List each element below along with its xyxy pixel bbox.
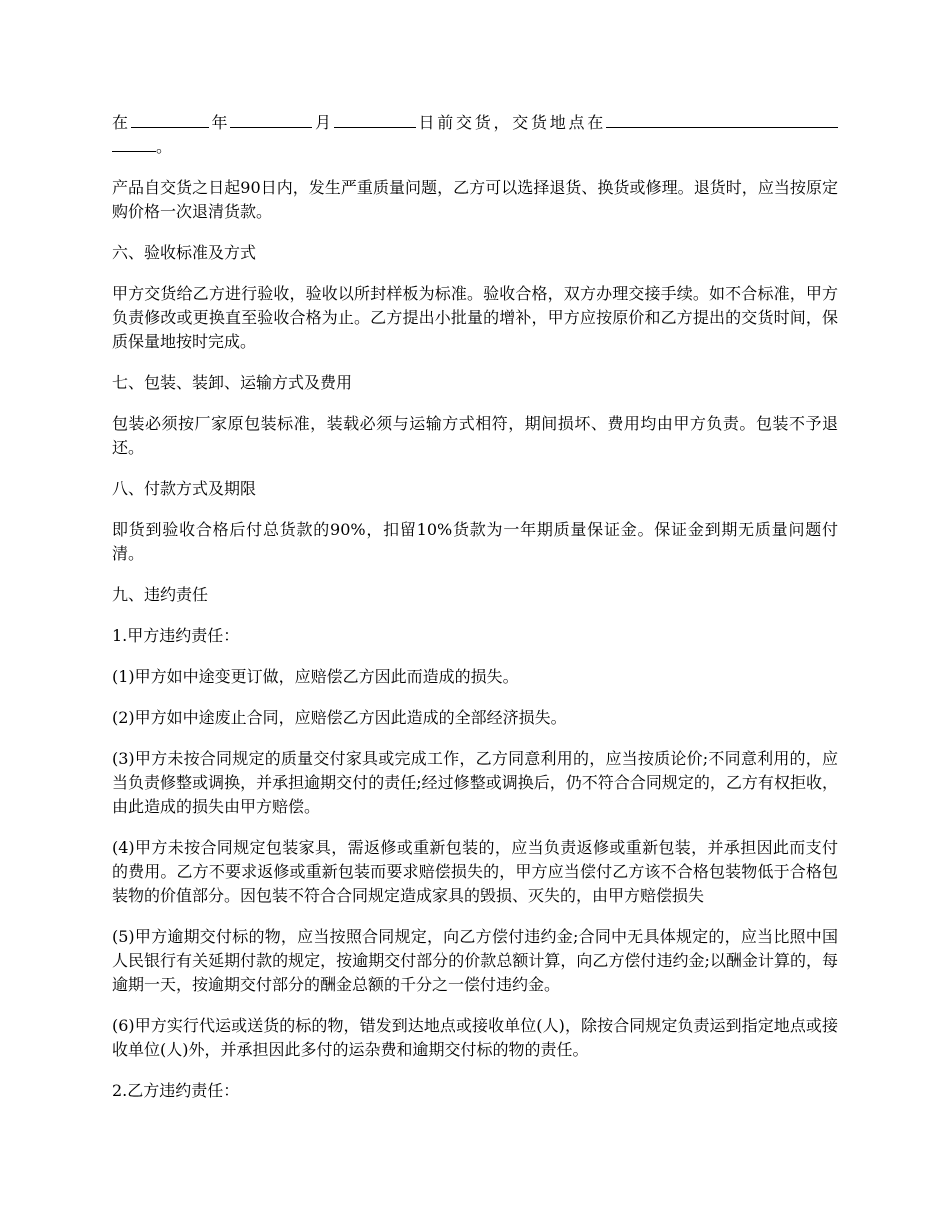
breach-item-2: (2)甲方如中途废止合同，应赔偿乙方因此造成的全部经济损失。 (112, 708, 567, 727)
delivery-text-end: 。 (156, 137, 173, 156)
delivery-clause (112, 111, 838, 159)
year-blank (131, 111, 209, 128)
section-heading-payment: 八、付款方式及期限 (112, 479, 257, 498)
section-heading-acceptance: 六、验收标准及方式 (112, 243, 257, 262)
section-heading-packaging: 七、包装、装卸、运输方式及费用 (112, 373, 353, 392)
payment-clause: 即货到验收合格后付总货款的90%，扣留10%货款为一年期质量保证金。保证金到期无质量问题付清。 (112, 520, 838, 563)
breach-item-3: (3)甲方未按合同规定的质量交付家具或完成工作，乙方同意利用的，应当按质论价;不同意利用的，应当负责修整或调换，并承担逾期交付的责任;经过修整或调换后，仍不符合合同规定的，乙方有权拒收，由此造成的损失由甲方赔偿。 (112, 749, 838, 816)
breach-item-1: (1)甲方如中途变更订做，应赔偿乙方因此而造成的损失。 (112, 667, 519, 686)
party-a-breach-heading: 1.甲方违约责任： (112, 626, 240, 645)
month-blank (230, 111, 312, 128)
day-blank (334, 111, 416, 128)
quality-clause: 产品自交货之日起90日内，发生严重质量问题，乙方可以选择退货、换货或修理。退货时，应当按原定购价格一次退清货款。 (112, 178, 838, 221)
delivery-text-month: 月 (312, 113, 334, 132)
breach-item-4: (4)甲方未按合同规定包装家具，需返修或重新包装的，应当负责返修或重新包装，并承担因此而支付的费用。乙方不要求返修或重新包装而要求赔偿损失的，甲方应当偿付乙方该不合格包装物低于合格包装物的价值部分。因包装不符合合同规定造成家具的毁损、灭失的，由甲方赔偿损失 (112, 838, 838, 905)
acceptance-clause: 甲方交货给乙方进行验收，验收以所封样板为标准。验收合格，双方办理交接手续。如不合标准，甲方负责修改或更换直至验收合格为止。乙方提出小批量的增补，甲方应按原价和乙方提出的交货时间，保质保量地按时完成。 (112, 284, 838, 351)
location-blank-continued (112, 135, 156, 152)
breach-item-5: (5)甲方逾期交付标的物，应当按照合同规定，向乙方偿付违约金;合同中无具体规定的，应当比照中国人民银行有关延期付款的规定，按逾期交付部分的价款总额计算，向乙方偿付违约金;以酬金计算的，每逾期一天，按逾期交付部分的酬金总额的千分之一偿付违约金。 (112, 927, 838, 994)
breach-item-6: (6)甲方实行代运或送货的标的物，错发到达地点或接收单位(人)，除按合同规定负责运到指定地点或接收单位(人)外，并承担因此多付的运杂费和逾期交付标的物的责任。 (112, 1016, 838, 1059)
party-b-breach-heading: 2.乙方违约责任： (112, 1081, 240, 1100)
delivery-text-year: 年 (208, 113, 231, 132)
packaging-clause: 包装必须按厂家原包装标准，装载必须与运输方式相符，期间损坏、费用均由甲方负责。包装不予退还。 (112, 414, 838, 457)
section-heading-breach: 九、违约责任 (112, 585, 209, 604)
document-page (112, 111, 838, 1120)
delivery-text-location: 日前交货，交货地点在 (415, 113, 606, 132)
location-blank (606, 111, 838, 128)
delivery-text-at: 在 (112, 113, 131, 132)
